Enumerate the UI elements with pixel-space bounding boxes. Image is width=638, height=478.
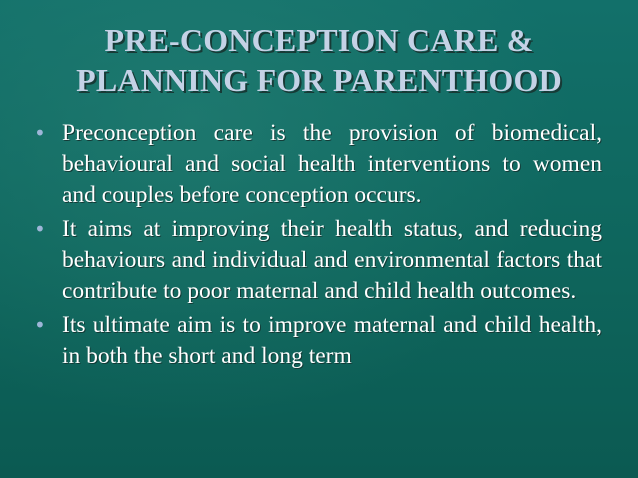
bullet-text-1: Preconception care is the provision of biomedical, behavioural and social health interventions to women and couples before conception occurs. <box>62 120 602 208</box>
bullet-text-3: Its ultimate aim is to improve maternal and child health, in both the short and long term <box>62 312 602 369</box>
bullet-dot-icon: • <box>34 217 46 241</box>
bullet-item-1 <box>30 118 602 211</box>
slide-title-line-2: PLANNING FOR PARENTHOOD <box>76 62 562 98</box>
bullet-dot-icon: • <box>34 313 46 337</box>
bullet-item-2 <box>30 214 602 307</box>
bullet-list <box>30 118 602 375</box>
bullet-dot-icon: • <box>34 121 46 145</box>
slide-title-line-1: PRE-CONCEPTION CARE & <box>104 22 534 58</box>
slide-title <box>0 20 638 100</box>
bullet-item-3 <box>30 310 602 372</box>
bullet-text-2: It aims at improving their health status, and reducing behaviours and individual and environmental factors that contribute to poor maternal and child health outcomes. <box>62 216 602 304</box>
